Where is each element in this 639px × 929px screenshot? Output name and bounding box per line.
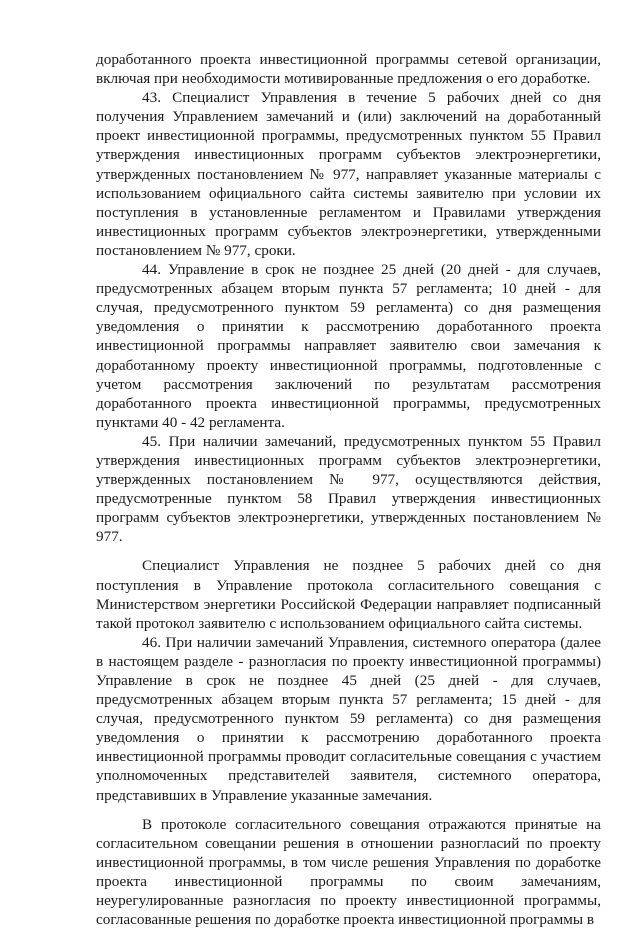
paragraph-44: 44. Управление в срок не позднее 25 дней (20 дней - для случаев, предусмотренных абзацем вторым пункта 57 регламента; 10 дней - для случая, предусмотренного пунктом 59 регламента) со дня размещения уведомления о принятии к рассмотрению доработанного проекта инвестиционной программы направляет заявителю свои замечания к доработанному проекту инвестиционной программы, подготовленные с учетом рассмотрения заключений по результатам рассмотрения доработанного проекта инвестиционной программы, предусмотренных пунктами 40 - 42 регламента. [96, 261, 601, 431]
paragraph-43: 43. Специалист Управления в течение 5 рабочих дней со дня получения Управлением замечаний и (или) заключений на доработанный проект инвестиционной программы, предусмотренных пунктом 55 Правил утверждения инвестиционных программ субъектов электроэнергетики, утвержденных постановлением № 977, направляет указанные материалы с использованием официального сайта системы заявителю при условии их поступления в установленные регламентом и Правилами утверждения инвестиционных программ субъектов электроэнергетики, утвержденными постановлением № 977, сроки. [96, 89, 601, 259]
paragraph-continuation: доработанного проекта инвестиционной программы сетевой организации, включая при необходимости мотивированные предложения о его доработке. [96, 51, 601, 88]
paragraph-45: 45. При наличии замечаний, предусмотренных пунктом 55 Правил утверждения инвестиционных программ субъектов электроэнергетики, утвержденных постановлением № 977, осуществляются действия, предусмотренные пунктом 58 Правил утверждения инвестиционных программ субъектов электроэнергетики, утвержденных постановлением № 977. [96, 432, 601, 546]
paragraph-46: 46. При наличии замечаний Управления, системного оператора (далее в настоящем разделе - разногласия по проекту инвестиционной программы) Управление в срок не позднее 45 дней (25 дней - для случаев, предусмотренных абзацем вторым пункта 57 регламента; 15 дней - для случая, предусмотренного пунктом 59 регламента) со дня размещения уведомления о принятии к рассмотрению доработанного проекта инвестиционной программы проводит согласительные совещания с участием уполномоченных представителей заявителя, системного оператора, представивших в Управление указанные замечания. [96, 633, 601, 804]
paragraph-protocol-specialist: Специалист Управления не позднее 5 рабочих дней со дня поступления в Управление протокола согласительного совещания с Министерством энергетики Российской Федерации направляет подписанный такой протокол заявителю с использованием официального сайта системы. [96, 557, 601, 632]
paragraph-protocol-contents: В протоколе согласительного совещания отражаются принятые на согласительном совещании решения в отношении разногласий по проекту инвестиционной программы, в том числе решения Управления по доработке проекта инвестиционной программы по своим замечаниям, неурегулированные разногласия по проекту инвестиционной программы, согласованные решения по доработке проекта инвестиционной программы в [96, 815, 601, 929]
